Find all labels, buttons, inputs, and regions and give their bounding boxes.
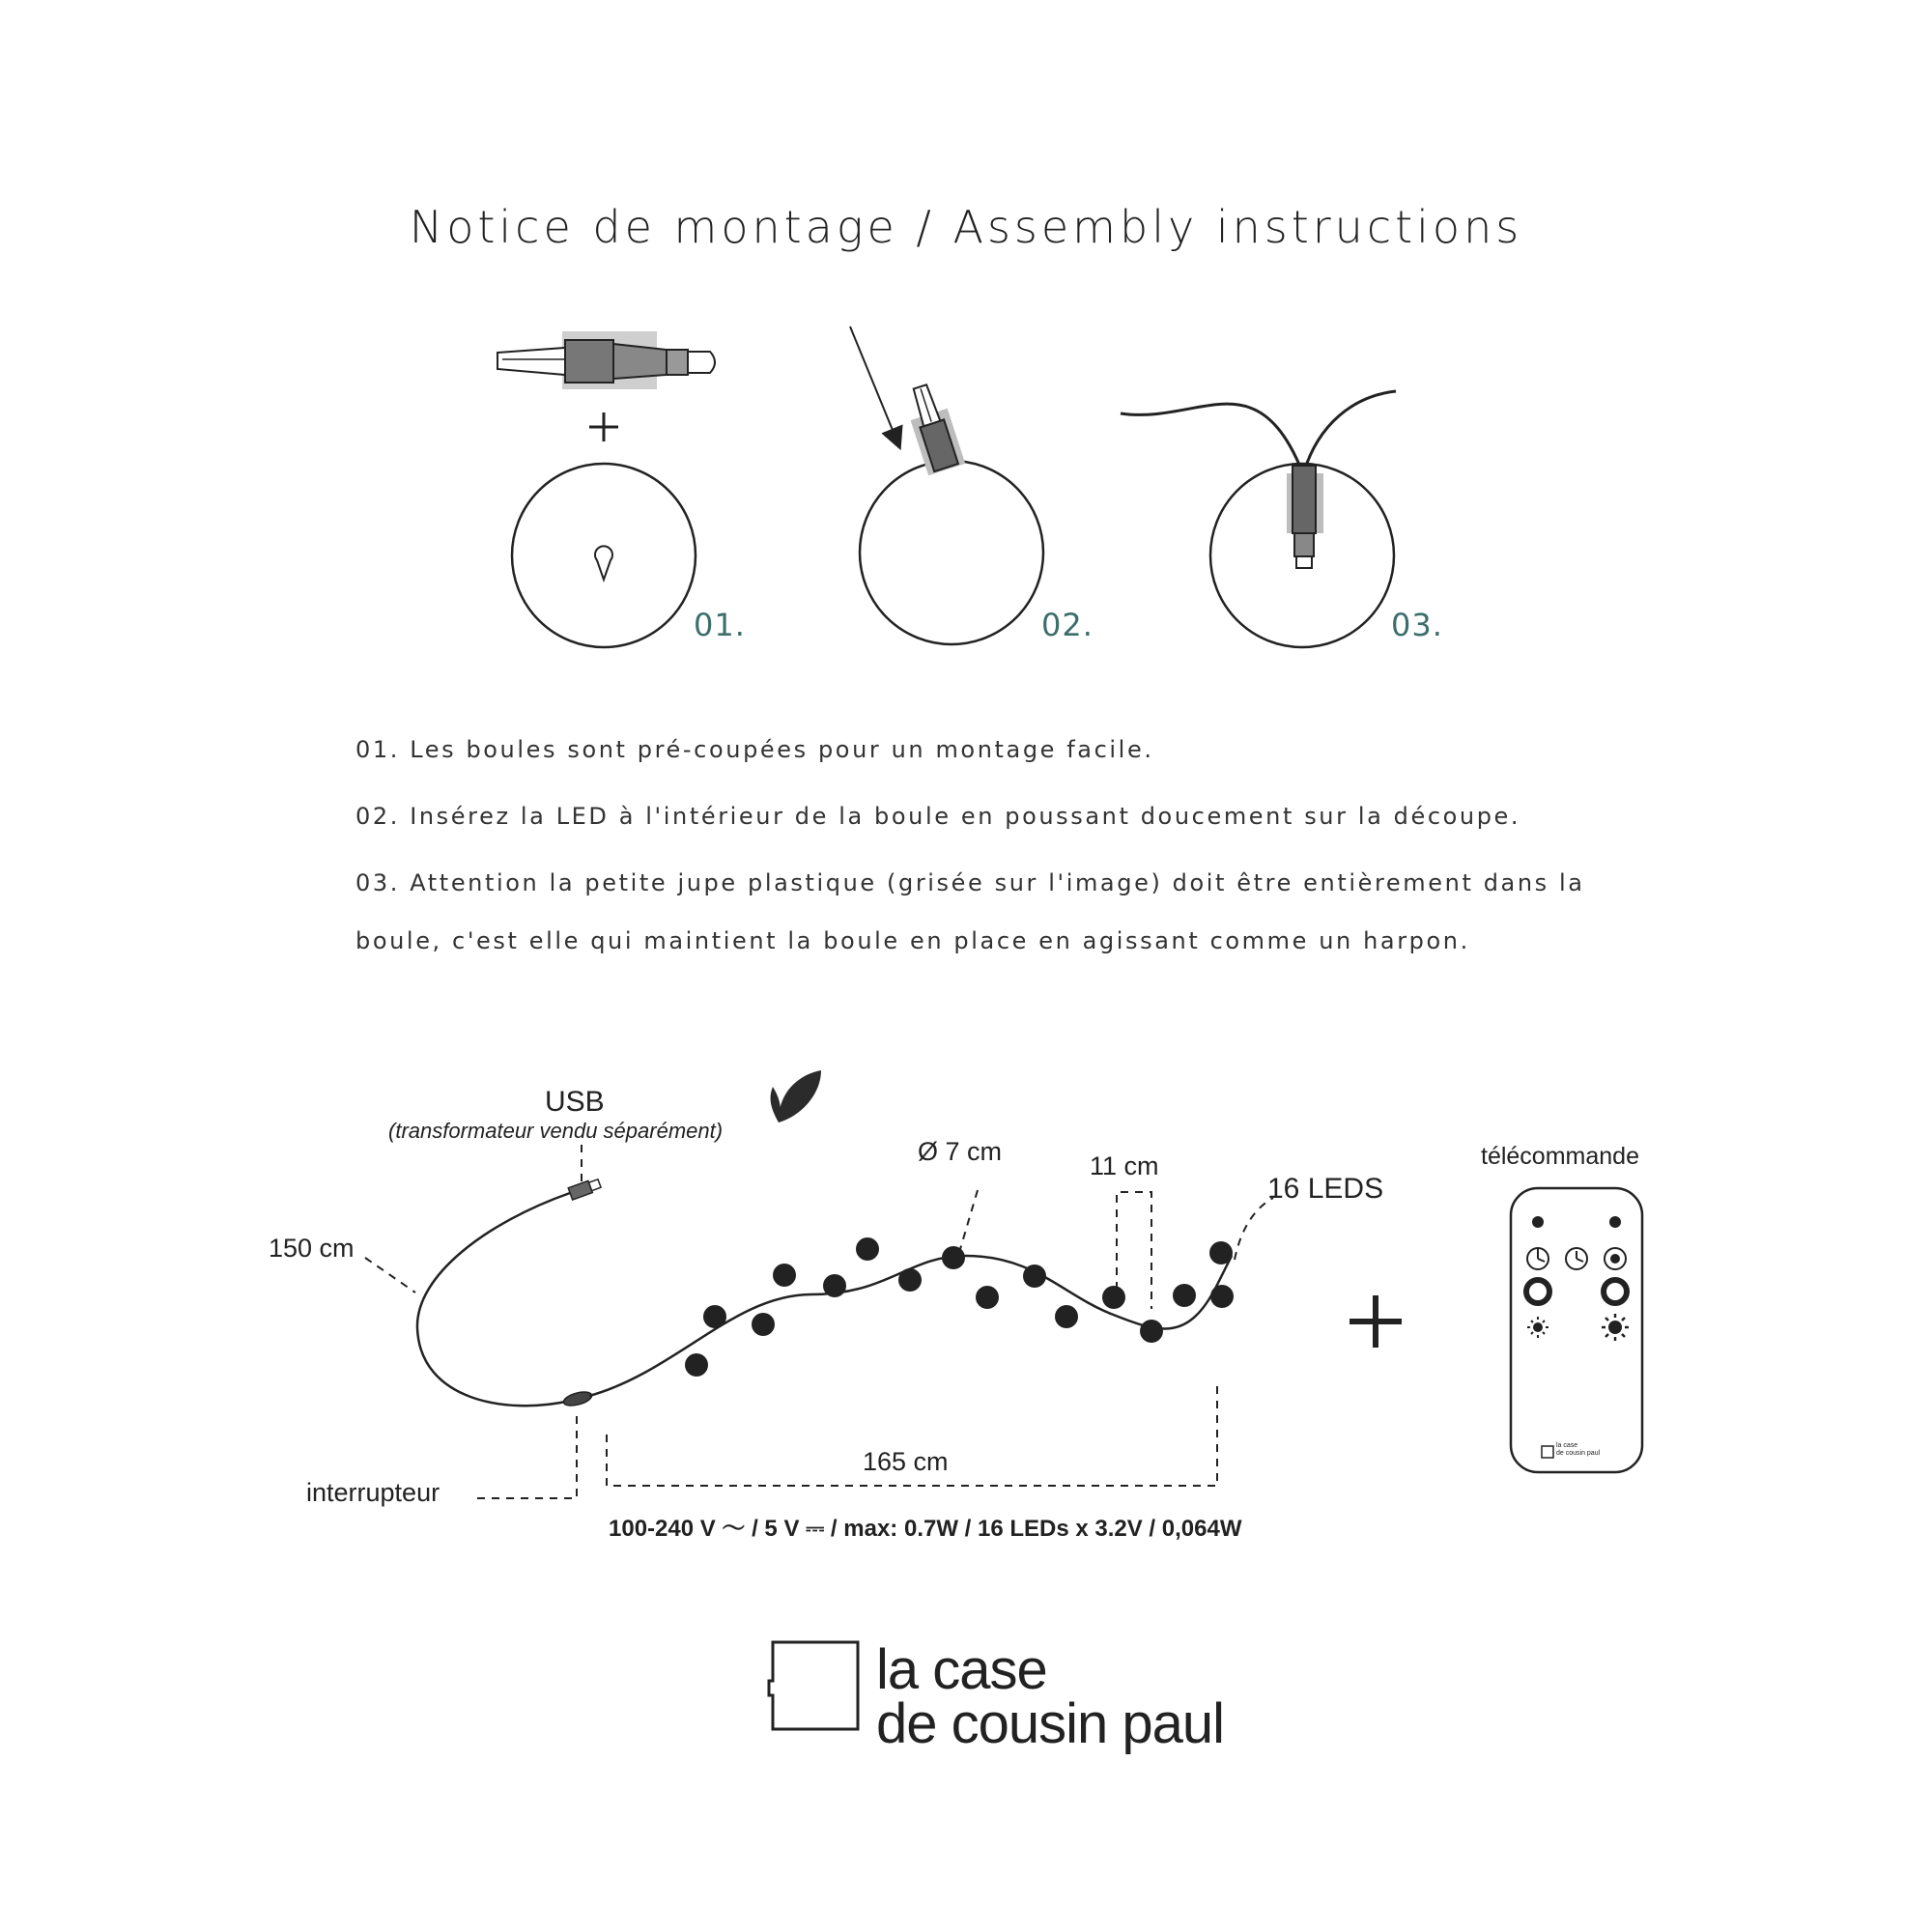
led-ball (1209, 1241, 1233, 1264)
remote-brand: la case de cousin paul (1556, 1442, 1601, 1457)
instruction-line-3: 03. Attention la petite jupe plastique (grisée sur l'image) doit être entièrement dans la (355, 869, 1585, 896)
led-connector-icon (1287, 466, 1323, 568)
brand-logo-line-1: la case (876, 1638, 1047, 1701)
led-ball (1023, 1264, 1046, 1288)
usb-plug-icon (568, 1178, 602, 1200)
brand-logo (876, 1638, 1225, 1755)
led-ball (1173, 1284, 1196, 1307)
string-length-label: 165 cm (863, 1447, 949, 1476)
step-1-illustration (497, 331, 715, 647)
ball-spacing-label: 11 cm (1090, 1151, 1159, 1180)
arrow-icon (850, 327, 896, 440)
led-ball (823, 1274, 846, 1297)
brand-logo-line-2: de cousin paul (876, 1692, 1225, 1755)
led-ball (1210, 1285, 1234, 1308)
led-connector-icon (901, 381, 965, 475)
led-ball (1055, 1305, 1078, 1328)
step-number-2: 02. (1041, 607, 1094, 643)
page-title: Notice de montage / Assembly instructions (409, 201, 1523, 253)
plus-icon (589, 412, 618, 441)
instruction-line-2: 02. Insérez la LED à l'intérieur de la boule en poussant doucement sur la découpe. (355, 803, 1521, 830)
led-ball (1140, 1320, 1163, 1343)
ball-diameter-label: Ø 7 cm (918, 1137, 1003, 1166)
led-ball (898, 1268, 922, 1292)
power-on-button-icon (1609, 1216, 1621, 1228)
step-3-illustration (1121, 391, 1396, 647)
led-ball (703, 1305, 726, 1328)
ball-circle (860, 461, 1043, 644)
electrical-specs: 100-240 V ～ / 5 V ⎓ / max: 0.7W / 16 LEDs x 3.2V / 0,064W (609, 1516, 1242, 1542)
led-ball (856, 1237, 879, 1261)
power-off-button-icon (1532, 1216, 1544, 1228)
led-ball (942, 1246, 965, 1269)
usb-label: USB (545, 1086, 605, 1118)
precut-hole-icon (595, 546, 612, 580)
step-number-3: 03. (1391, 607, 1443, 643)
brand-logo-icon (769, 1642, 858, 1729)
power-cable (417, 1193, 570, 1406)
remote-control (1511, 1188, 1642, 1472)
remote-label: télécommande (1481, 1143, 1639, 1170)
wire-right (1304, 391, 1396, 471)
switch-icon (562, 1389, 593, 1407)
leaf-icon (771, 1070, 821, 1122)
instruction-line-1: 01. Les boules sont pré-coupées pour un montage facile. (355, 736, 1154, 763)
led-connector-icon (497, 331, 715, 389)
ball-circle (512, 464, 696, 647)
led-ball (1102, 1286, 1125, 1309)
wire-left (1121, 404, 1302, 471)
led-ball (976, 1286, 999, 1309)
step-number-1: 01. (694, 607, 746, 643)
led-ball (773, 1264, 796, 1287)
usb-note: (transformateur vendu séparément) (388, 1119, 724, 1143)
instruction-line-4: boule, c'est elle qui maintient la boule en place en agissant comme un harpon. (355, 927, 1470, 954)
led-ball (685, 1353, 708, 1377)
led-count-label: 16 LEDS (1267, 1173, 1384, 1205)
plus-icon (1350, 1295, 1402, 1348)
step-2-illustration (850, 327, 1043, 644)
switch-label: interrupteur (306, 1478, 440, 1507)
cable-length-label: 150 cm (269, 1234, 355, 1263)
led-ball (752, 1313, 775, 1336)
